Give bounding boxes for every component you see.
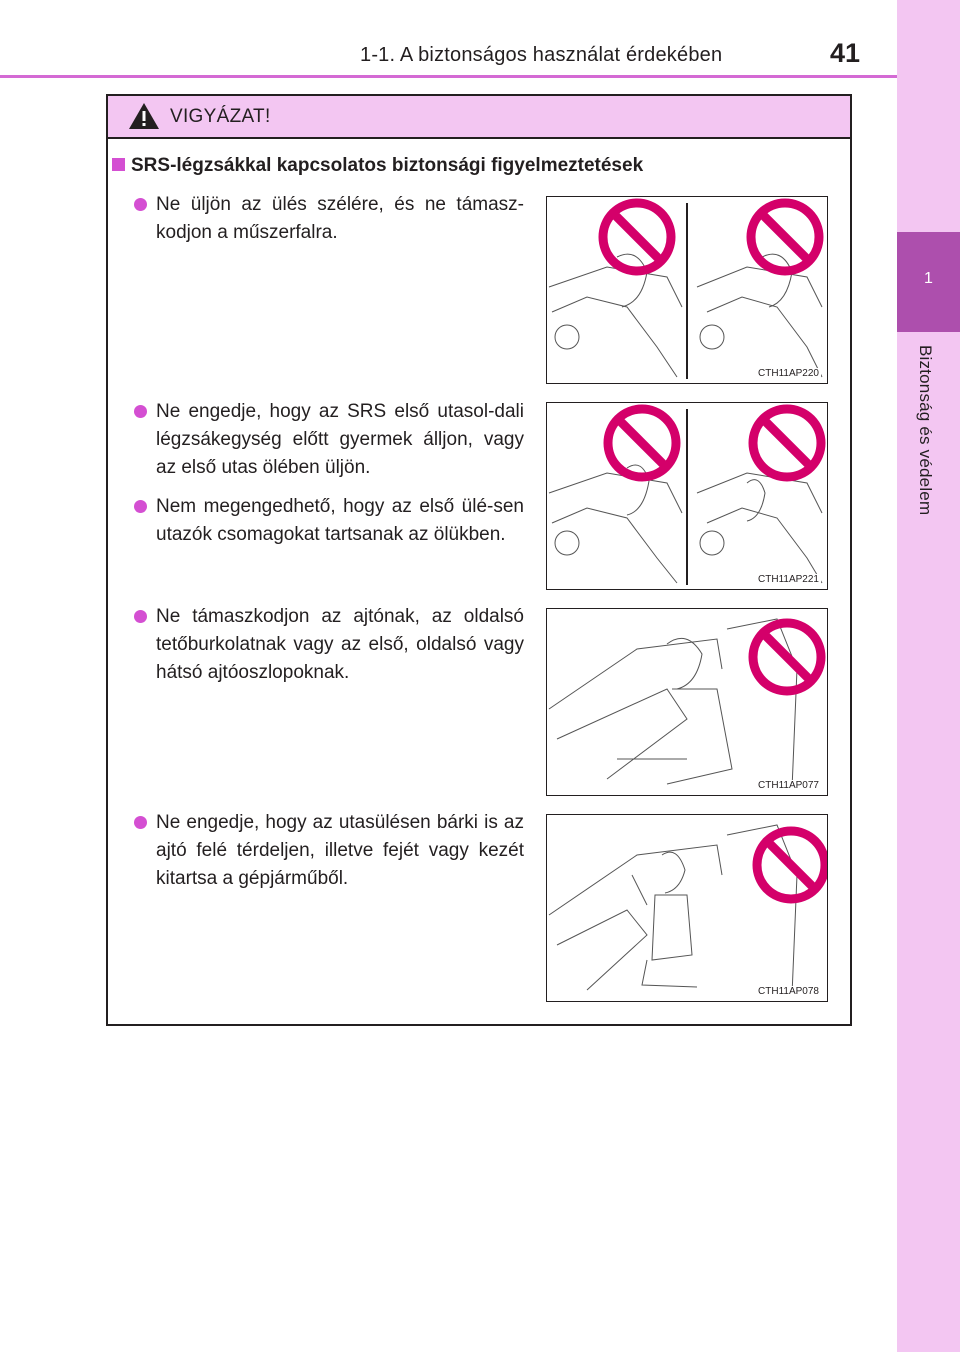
- list-item: [134, 809, 524, 893]
- list-item-text: Ne engedje, hogy az SRS első utasol-dali légzsákegység előtt gyermek álljon, vagy az első utas ölében üljön.: [156, 401, 524, 478]
- prohibition-icon: [753, 409, 821, 477]
- illustration-kneeling-toward-door: [546, 814, 828, 1002]
- list-item-text: Ne támaszkodjon az ajtónak, az oldalsó tetőburkolatnak vagy az első, oldalsó vagy hátsó ajtóoszlopoknak.: [156, 606, 524, 683]
- figure-code: CTH11AP221: [758, 574, 819, 585]
- prohibition-icon: [603, 203, 671, 271]
- illustration-leaning-on-door: [546, 608, 828, 796]
- section-title: [112, 155, 643, 177]
- bullet-dot-icon: [134, 198, 147, 211]
- running-header: 1-1. A biztonságos használat érdekében: [360, 44, 723, 66]
- prohibition-icon: [757, 831, 825, 899]
- illustration-child-front-seat: [546, 402, 828, 590]
- bullet-dot-icon: [134, 500, 147, 513]
- prohibition-icon: [608, 409, 676, 477]
- figure-code: CTH11AP220: [758, 368, 819, 379]
- list-item: [134, 191, 524, 247]
- chapter-side-tab: [897, 0, 960, 1352]
- bullet-dot-icon: [134, 405, 147, 418]
- list-item: [134, 398, 524, 482]
- list-item: [134, 603, 524, 687]
- figure-code: CTH11AP078: [758, 986, 819, 997]
- list-item-text: Nem megengedhető, hogy az első ülé-sen utazók csomagokat tartsanak az ölükben.: [156, 496, 524, 545]
- warning-box: [106, 94, 852, 1026]
- warning-triangle-icon: [128, 102, 160, 135]
- page-number: 41: [830, 38, 861, 68]
- list-item-text: Ne engedje, hogy az utasülésen bárki is az ajtó felé térdeljen, illetve fejét vagy kezét kitartsa a gépjárműből.: [156, 812, 524, 889]
- illustration-leaning-on-dashboard: [546, 196, 828, 384]
- list-item: [134, 493, 524, 549]
- section-title-text: SRS-légzsákkal kapcsolatos biztonsági figyelmeztetések: [131, 155, 644, 176]
- prohibition-icon: [751, 203, 819, 271]
- bullet-dot-icon: [134, 816, 147, 829]
- warning-label: VIGYÁZAT!: [170, 106, 271, 127]
- warning-header: [108, 96, 850, 139]
- chapter-title: Biztonság és védelem: [916, 345, 935, 516]
- chapter-number: 1: [924, 270, 933, 287]
- figure-code: CTH11AP077: [758, 780, 819, 791]
- bullet-dot-icon: [134, 610, 147, 623]
- header-divider: [0, 75, 897, 78]
- list-item-text: Ne üljön az ülés szélére, és ne támasz-kodjon a műszerfalra.: [156, 194, 524, 243]
- square-bullet-icon: [112, 158, 125, 171]
- prohibition-icon: [753, 623, 821, 691]
